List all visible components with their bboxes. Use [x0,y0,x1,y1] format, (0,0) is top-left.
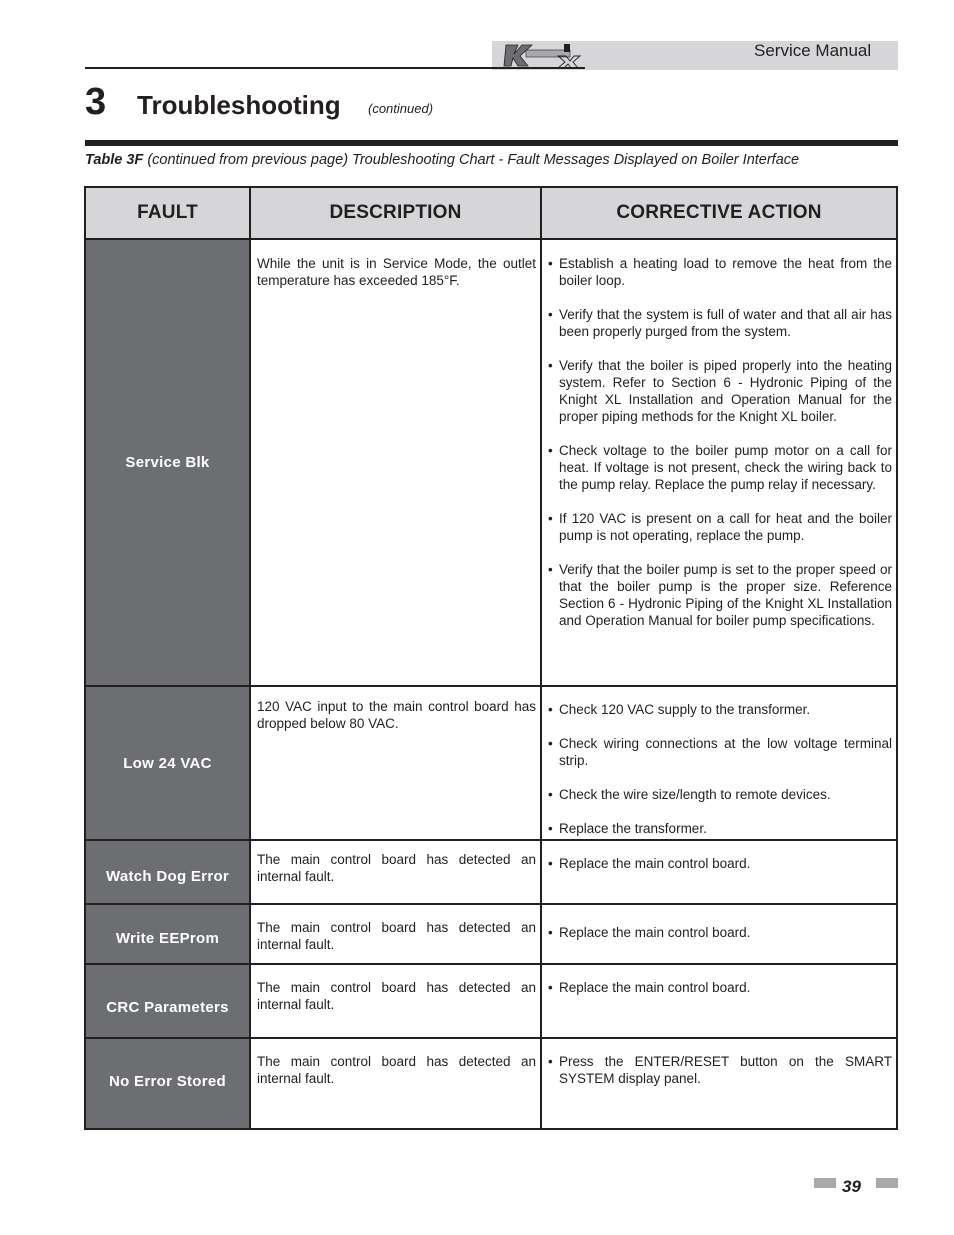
action-item: • If 120 VAC is present on a call for heat and the boiler pump is not operating, replace the pump. [547,510,892,544]
action-item: • Check wiring connections at the low voltage terminal strip. [547,735,892,769]
fault-description: While the unit is in Service Mode, the outlet temperature has exceeded 185°F. [257,256,536,288]
action-item: • Press the ENTER/RESET button on the SMART SYSTEM display panel. [547,1053,892,1087]
fault-label: No Error Stored [108,1073,226,1090]
fault-description: The main control board has detected an internal fault. [257,920,536,952]
action-list [547,701,892,837]
corrective-action [547,855,892,889]
action-item: • Check 120 VAC supply to the transformer. [547,701,892,718]
column-divider [540,188,542,1128]
table-caption-label: Table 3F [85,152,144,168]
fault-label: Service Blk [125,454,210,471]
fault-label: Write EEProm [115,930,220,947]
header-description: DESCRIPTION [251,188,540,240]
column-divider [249,188,251,1128]
action-item: • Replace the main control board. [547,979,892,996]
action-item: • Check the wire size/length to remote devices. [547,786,892,803]
action-list [547,979,892,996]
fault-description: The main control board has detected an internal fault. [257,852,536,884]
service-manual-label: Service Manual [754,41,872,60]
action-list [547,1053,892,1087]
action-list [547,255,892,629]
corrective-action [547,1053,892,1104]
table-row-fault [86,905,249,963]
action-item: • Check voltage to the boiler pump motor on a call for heat. If voltage is not present, check the wiring back to the pump relay. Replace the pump relay if necessary. [547,442,892,493]
corrective-action [547,924,892,958]
header-corrective-action: CORRECTIVE ACTION [542,188,896,240]
table-row-fault [86,965,249,1037]
action-list [547,855,892,872]
table-row-fault [86,240,249,685]
action-item: • Replace the main control board. [547,924,892,941]
fault-description: The main control board has detected an internal fault. [257,1054,536,1086]
fault-description: 120 VAC input to the main control board has dropped below 80 VAC. [257,699,536,731]
action-list [547,924,892,941]
fault-label: Watch Dog Error [105,868,230,885]
action-item: • Verify that the boiler pump is set to the proper speed or that the boiler pump is the proper size. Reference Section 6 - Hydronic Piping of the Knight XL Installation and Operation Manual for boiler pump specifications. [547,561,892,629]
action-item: • Replace the main control board. [547,855,892,872]
section-number: 3 [85,81,107,123]
section-rule [85,140,898,146]
section-continued: (continued) [368,101,434,116]
page-number: 39 [842,1177,861,1196]
footer-bar [876,1178,898,1188]
action-item: • Verify that the boiler is piped properly into the heating system. Refer to Section 6 - Hydronic Piping of the Knight XL Installation and Operation Manual for the proper piping methods for the Knight XL boiler. [547,357,892,425]
section-title: Troubleshooting [137,90,341,120]
table-row-fault [86,841,249,903]
action-item: • Replace the transformer. [547,820,892,837]
action-item: • Verify that the system is full of water and that all air has been properly purged from the system. [547,306,892,340]
table-row-fault [86,687,249,839]
table-caption-text: (continued from previous page) Troubleshooting Chart - Fault Messages Displayed on Boiler Interface [143,152,800,168]
footer-bar [814,1178,836,1188]
corrective-action [547,979,892,1013]
fault-label: Low 24 VAC [123,754,212,772]
table-caption [85,151,898,169]
header-fault: FAULT [86,188,249,240]
fault-label: CRC Parameters [106,999,229,1016]
knight-xl-logo-icon [502,42,582,69]
fault-description: The main control board has detected an internal fault. [257,980,536,1012]
corrective-action [547,255,892,646]
action-item: • Establish a heating load to remove the heat from the boiler loop. [547,255,892,289]
troubleshooting-table [84,186,898,1130]
corrective-action [547,701,892,854]
table-row-fault [86,1039,249,1128]
